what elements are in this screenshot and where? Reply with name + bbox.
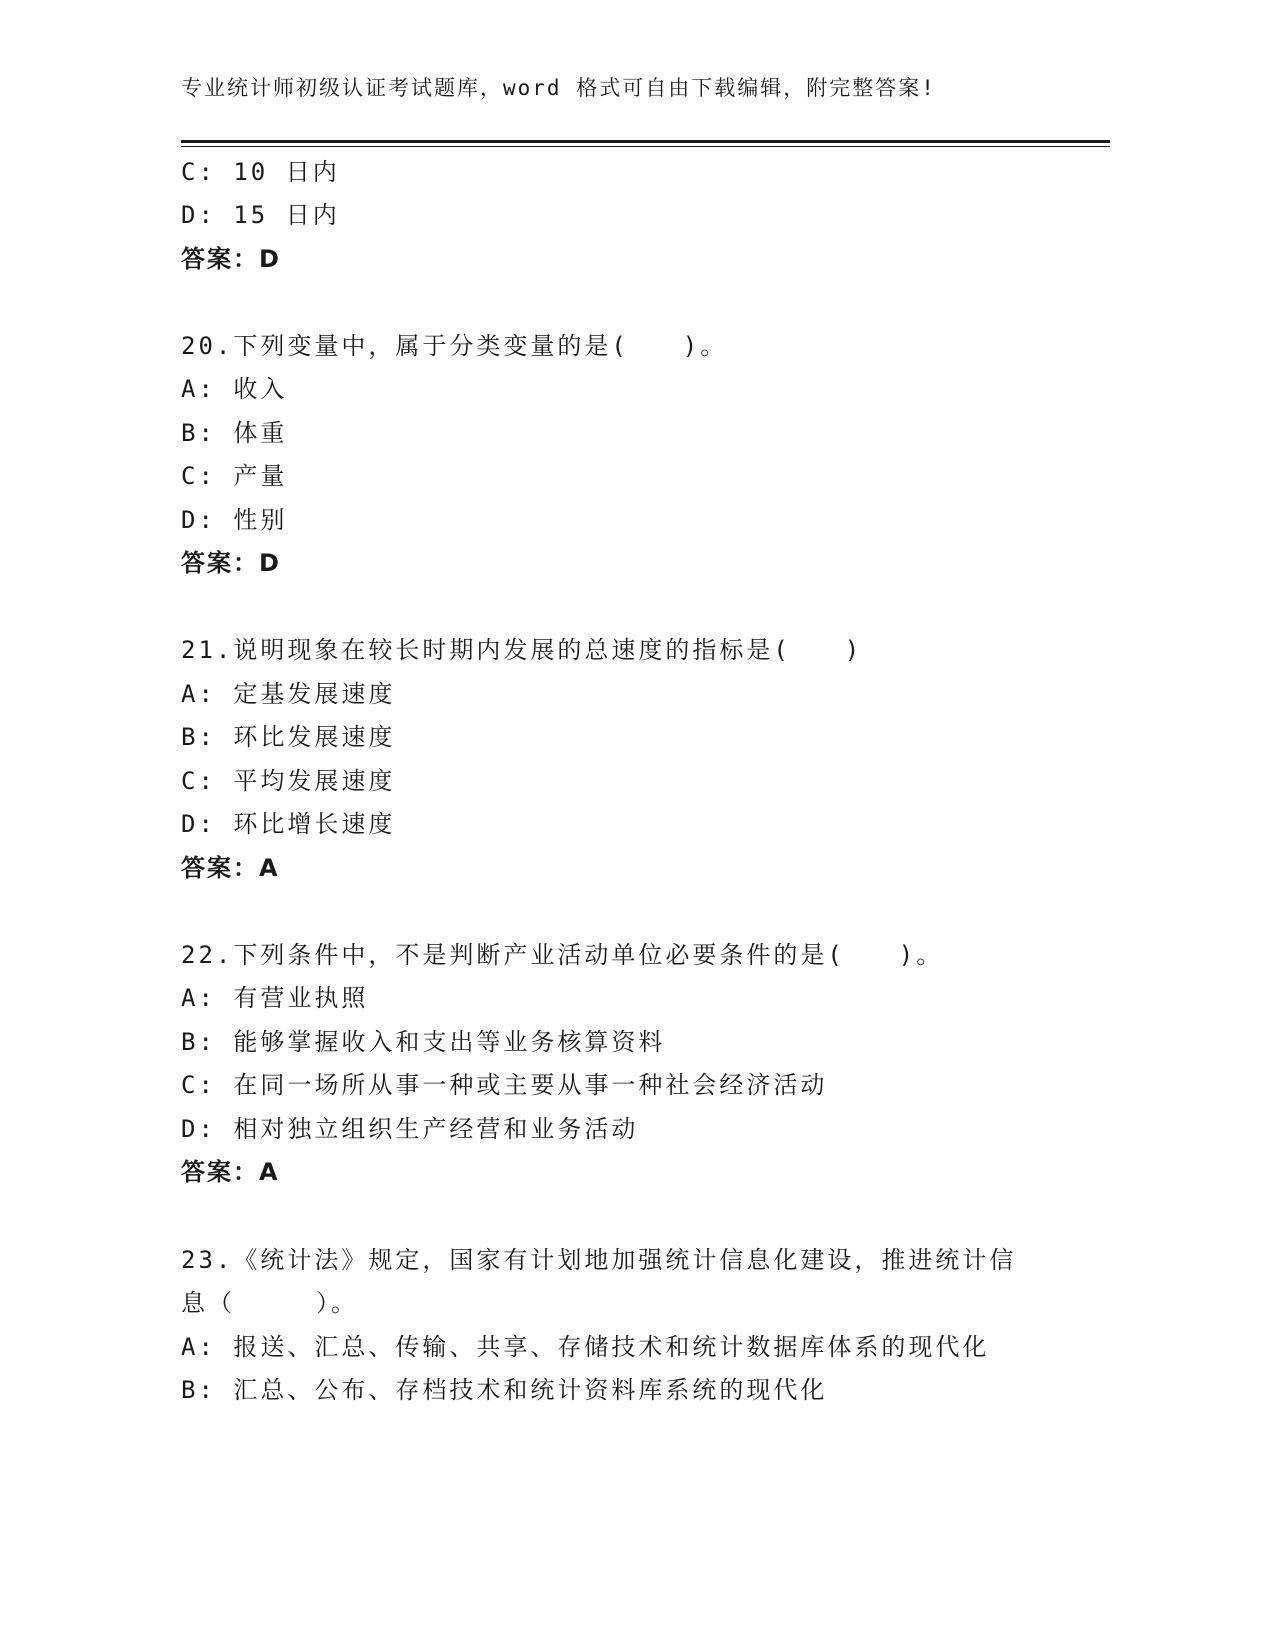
q19-option-c: C: 10 日内 (181, 158, 340, 186)
q21-option-d: D: 环比增长速度 (181, 810, 396, 838)
q20-option-c: C: 产量 (181, 462, 288, 490)
q20-option-b: B: 体重 (181, 419, 288, 447)
q20-question: 20.下列变量中，属于分类变量的是( )。 (181, 332, 728, 360)
q21-question: 21.说明现象在较长时期内发展的总速度的指标是( ) (181, 636, 863, 664)
q22-option-d: D: 相对独立组织生产经营和业务活动 (181, 1115, 639, 1143)
q22-option-b: B: 能够掌握收入和支出等业务核算资料 (181, 1028, 666, 1056)
q19-option-d: D: 15 日内 (181, 201, 340, 229)
q21-option-a: A: 定基发展速度 (181, 680, 396, 708)
header-rule-thin (181, 146, 1110, 147)
page-header: 专业统计师初级认证考试题库，word 格式可自由下载编辑，附完整答案! (181, 76, 936, 100)
q21-option-c: C: 平均发展速度 (181, 767, 396, 795)
q23-option-b: B: 汇总、公布、存档技术和统计资料库系统的现代化 (181, 1376, 828, 1404)
q20-option-d: D: 性别 (181, 506, 288, 534)
q23-question-line2: 息（ ）。 (181, 1289, 358, 1317)
q21-answer: 答案：A (181, 854, 280, 882)
q22-answer: 答案：A (181, 1158, 280, 1186)
q20-option-a: A: 收入 (181, 375, 288, 403)
q20-answer: 答案：D (181, 549, 281, 577)
q21-option-b: B: 环比发展速度 (181, 723, 396, 751)
q22-option-c: C: 在同一场所从事一种或主要从事一种社会经济活动 (181, 1071, 828, 1099)
q22-question: 22.下列条件中，不是判断产业活动单位必要条件的是( )。 (181, 941, 944, 969)
header-rule-thick (181, 140, 1110, 143)
q23-question-line1: 23.《统计法》规定，国家有计划地加强统计信息化建设，推进统计信 (181, 1246, 1017, 1274)
q23-option-a: A: 报送、汇总、传输、共享、存储技术和统计数据库体系的现代化 (181, 1333, 990, 1361)
q22-option-a: A: 有营业执照 (181, 984, 369, 1012)
q19-answer: 答案：D (181, 245, 281, 273)
